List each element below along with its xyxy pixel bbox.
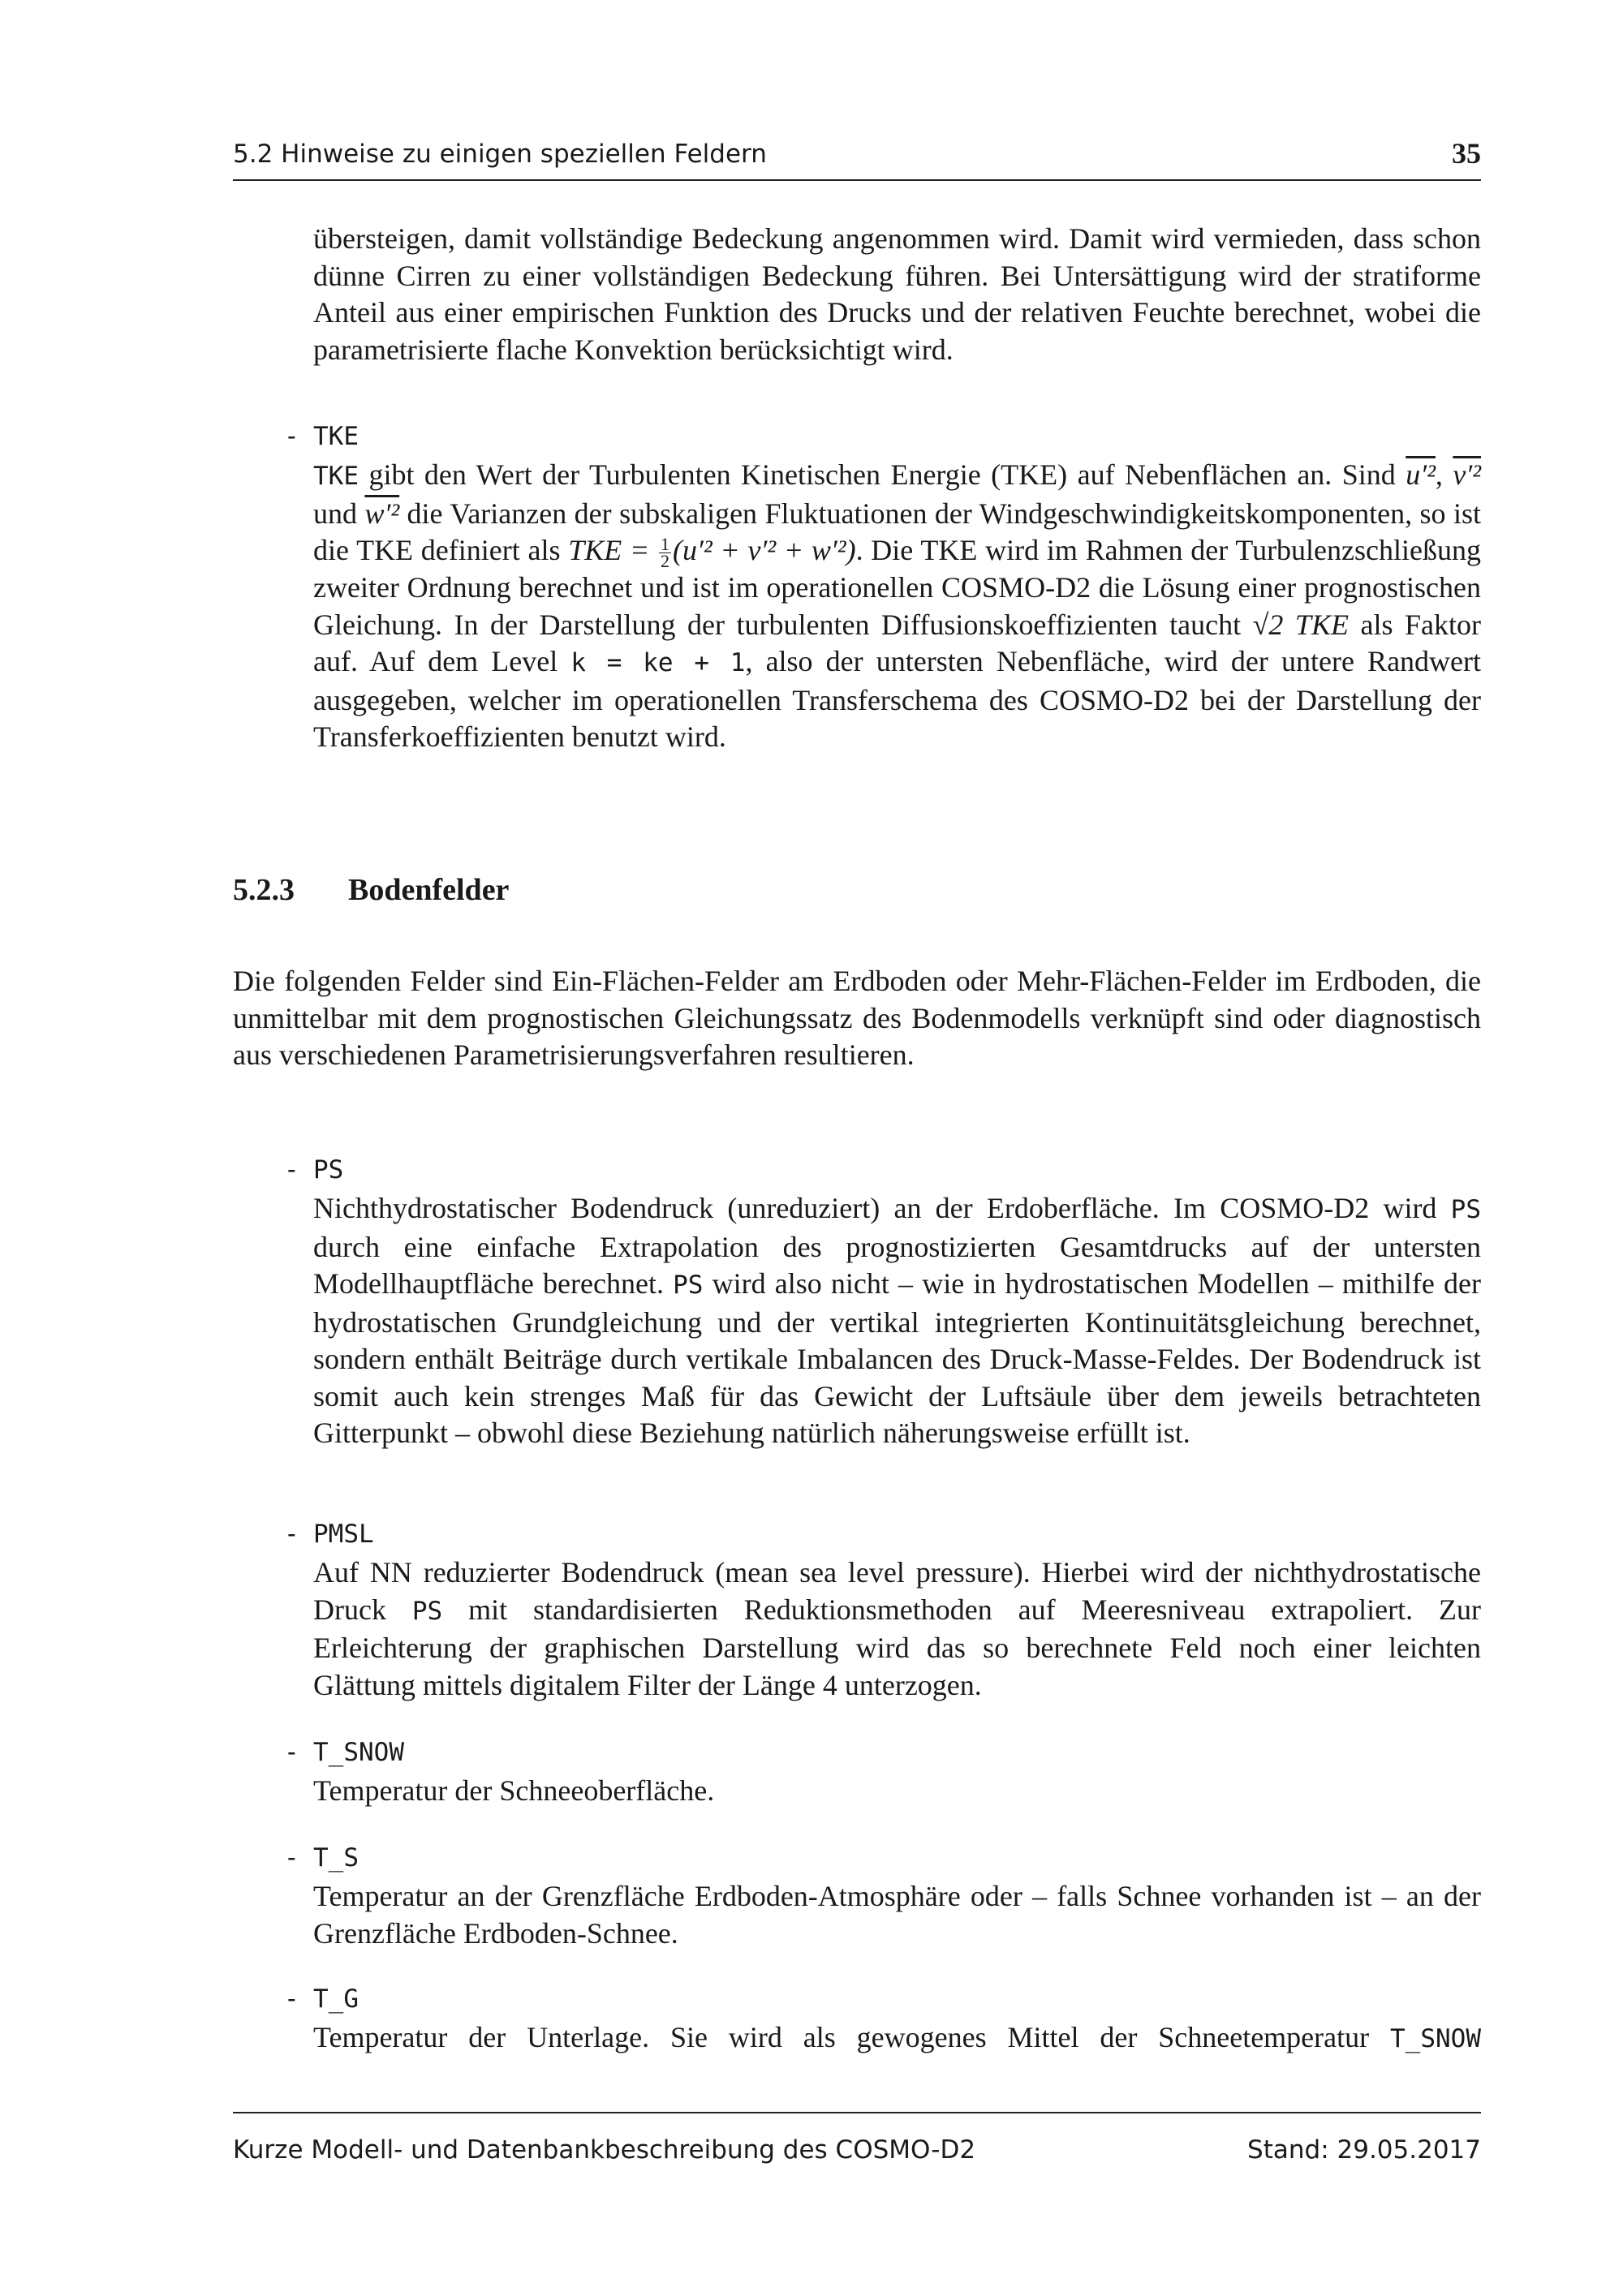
term-t-s-label: T_S bbox=[313, 1843, 359, 1872]
sqrt-expression: √2 TKE bbox=[1252, 608, 1349, 641]
running-header bbox=[233, 137, 1481, 180]
intro-paragraph: übersteigen, damit vollständige Bedeckung angenommen wird. Damit wird vermieden, dass schon dünne Cirren zu einer vollständigen Bedeckung führen. Bei Untersättigung wird der stratiforme Anteil aus einer empirischen Funktion des Drucks und der relativen Feuchte berechnet, wobei die parametrisierte flache Konvektion berücksichtigt wird. bbox=[313, 222, 1481, 366]
formula-fraction: $\frac{1}{2}$ bbox=[661, 534, 670, 572]
term-t-s: - T_S bbox=[284, 1843, 359, 1872]
level-code: k = ke + 1 bbox=[570, 648, 746, 678]
var-w: w′² bbox=[364, 497, 400, 530]
ps-code-2: PS bbox=[673, 1271, 704, 1300]
running-footer bbox=[233, 2135, 1481, 2165]
var-v: v′² bbox=[1453, 458, 1481, 491]
t-g-code: T_SNOW bbox=[1390, 2024, 1481, 2053]
term-ps-label: PS bbox=[313, 1155, 344, 1185]
term-ps: - PS bbox=[284, 1155, 344, 1185]
t-s-paragraph: Temperatur an der Grenzfläche Erdboden-Atmosphäre oder – falls Schnee vorhanden ist – an der Grenzfläche Erdboden-Schnee. bbox=[313, 1880, 1481, 1950]
footer-title: Kurze Modell- und Datenbankbeschreibung des COSMO-D2 bbox=[233, 2135, 976, 2165]
formula-rhs: (u′² + v′² + w′²) bbox=[673, 534, 856, 566]
footer-rule bbox=[233, 2112, 1481, 2113]
term-pmsl-label: PMSL bbox=[313, 1520, 374, 1549]
header-rule bbox=[233, 179, 1481, 181]
section-number: 5.2.3 bbox=[233, 873, 295, 907]
term-t-snow: - T_SNOW bbox=[284, 1738, 404, 1767]
ps-paragraph: Nichthydrostatischer Bodendruck (unreduziert) an der Erdoberfläche. Im COSMO-D2 wird PS durch eine einfache Extrapolation des prognostizierten Gesamtdrucks auf der untersten Modellhauptfläche berechnet. PS wird also nicht – wie in hydrostatischen Modellen – mithilfe der hydrostatischen Grundgleichung und der vertikal integrierten Kontinuitätsgleichung berechnet, sondern enthält Beiträge durch vertikale Imbalancen des Druck-Masse-Feldes. Der Bodendruck ist somit auch kein strenges Maß für das Gewicht der Luftsäule über dem jeweils betrachteten Gitterpunkt – obwohl diese Beziehung natürlich näherungsweise erfüllt ist. bbox=[313, 1192, 1481, 1449]
pmsl-code: PS bbox=[411, 1596, 443, 1626]
tke-paragraph: TKE gibt den Wert der Turbulenten Kinetischen Energie (TKE) auf Nebenflächen an. Sind u′², v′² und w′² die Varianzen der subskaligen Fluktuationen der Windgeschwindigkeitskomponenten, so ist die TKE definiert als TKE = $\frac{1}{2}$ (u′² + v′² + w′²). Die TKE wird im Rahmen der Turbulenzschließung zweiter Ordnung berechnet und ist im operationellen COSMO-D2 die Lösung einer prognostischen Gleichung. In der Darstellung der turbulenten Diffusionskoeffizienten taucht √2 TKE als Faktor auf. Auf dem Level k = ke + 1, also der untersten Nebenfläche, wird der untere Randwert ausgegeben, welcher im operationellen Transferschema des COSMO-D2 bei der Darstellung der Transferkoeffizienten benutzt wird. bbox=[313, 458, 1482, 754]
t-snow-paragraph: Temperatur der Schneeoberfläche. bbox=[313, 1774, 715, 1807]
pmsl-paragraph: Auf NN reduzierter Bodendruck (mean sea level pressure). Hierbei wird der nichthydrostatische Druck PS mit standardisierten Reduktionsmethoden auf Meeresniveau extrapoliert. Zur Erleichterung der graphischen Darstellung wird das so berechnete Feld noch einer leichten Glättung mittels digitalem Filter der Länge 4 unterzogen. bbox=[313, 1556, 1482, 1701]
section-heading bbox=[233, 872, 509, 908]
section-title: Bodenfelder bbox=[348, 873, 510, 907]
term-t-snow-label: T_SNOW bbox=[313, 1738, 404, 1767]
term-t-g-label: T_G bbox=[313, 1984, 359, 2014]
var-u: u′² bbox=[1406, 458, 1436, 491]
t-g-paragraph: Temperatur der Unterlage. Sie wird als gewogenes Mittel der Schneetemperatur T_SNOW bbox=[313, 2021, 1481, 2053]
formula-lhs: TKE = bbox=[568, 534, 658, 566]
term-pmsl: - PMSL bbox=[284, 1520, 374, 1549]
ps-code-1: PS bbox=[1450, 1195, 1481, 1224]
page-number: 35 bbox=[1452, 137, 1481, 170]
term-tke: - TKE bbox=[284, 422, 359, 451]
footer-date: Stand: 29.05.2017 bbox=[1247, 2135, 1481, 2165]
header-section-title: 5.2 Hinweise zu einigen speziellen Feldern bbox=[233, 140, 767, 169]
term-tke-label: TKE bbox=[313, 422, 359, 451]
section-intro: Die folgenden Felder sind Ein-Flächen-Felder am Erdboden oder Mehr-Flächen-Felder im Erdboden, die unmittelbar mit dem prognostischen Gleichungssatz des Bodenmodells verknüpft sind oder diagnostisch aus verschiedenen Parametrisierungsverfahren resultieren. bbox=[233, 965, 1481, 1071]
term-t-g: - T_G bbox=[284, 1984, 359, 2014]
tke-code: TKE bbox=[313, 462, 359, 491]
